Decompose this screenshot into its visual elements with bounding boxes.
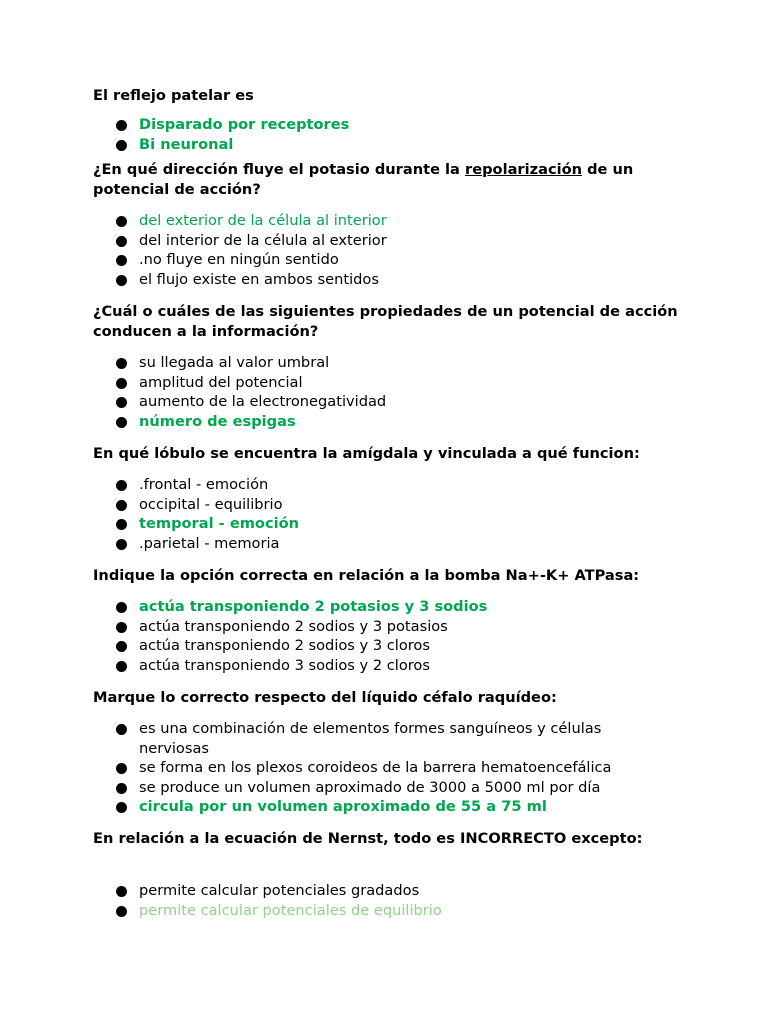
bullet-icon bbox=[116, 661, 127, 672]
question-7-title: En relación a la ecuación de Nernst, todo es INCORRECTO excepto: bbox=[93, 830, 643, 847]
option-text: permite calcular potenciales de equilibrio bbox=[139, 901, 442, 919]
option-text: número de espigas bbox=[139, 412, 296, 430]
bullet-icon bbox=[116, 236, 127, 247]
question-3-title: ¿Cuál o cuáles de las siguientes propiedades de un potencial de acción conducen a la información? bbox=[93, 303, 678, 340]
list-item bbox=[0, 901, 659, 921]
option-text: actúa transponiendo 2 sodios y 3 potasios bbox=[139, 617, 448, 635]
bullet-icon bbox=[116, 216, 127, 227]
question-4-options bbox=[0, 475, 768, 553]
bullet-icon bbox=[116, 500, 127, 511]
question-3-options bbox=[0, 353, 768, 431]
list-item bbox=[0, 270, 659, 290]
bullet-icon bbox=[116, 378, 127, 389]
question-2-title-underlined: repolarización bbox=[465, 161, 583, 178]
bullet-icon bbox=[116, 539, 127, 550]
question-5-title: Indique la opción correcta en relación a la bomba Na+-K+ ATPasa: bbox=[93, 567, 640, 584]
bullet-icon bbox=[116, 480, 127, 491]
bullet-icon bbox=[116, 358, 127, 369]
list-item bbox=[0, 495, 659, 515]
bullet-icon bbox=[116, 602, 127, 613]
option-text: se produce un volumen aproximado de 3000 a 5000 ml por día bbox=[139, 778, 601, 796]
list-item bbox=[0, 597, 659, 617]
option-text: circula por un volumen aproximado de 55 a 75 ml bbox=[139, 798, 547, 815]
list-item bbox=[0, 211, 659, 231]
option-text: permite calcular potenciales gradados bbox=[139, 882, 420, 899]
list-item bbox=[0, 115, 659, 135]
option-text: Disparado por receptores bbox=[139, 116, 350, 133]
question-1-options bbox=[0, 115, 768, 154]
option-text: su llegada al valor umbral bbox=[139, 354, 330, 371]
option-text: Bi neuronal bbox=[139, 135, 234, 153]
option-text: temporal - emoción bbox=[139, 515, 300, 532]
option-text: aumento de la electronegatividad bbox=[139, 393, 387, 410]
list-item bbox=[0, 719, 659, 758]
bullet-icon bbox=[116, 397, 127, 408]
bullet-icon bbox=[116, 763, 127, 774]
bullet-icon bbox=[116, 802, 127, 813]
list-item bbox=[0, 797, 659, 817]
question-7-options bbox=[0, 881, 768, 920]
bullet-icon bbox=[116, 641, 127, 652]
list-item bbox=[0, 412, 659, 432]
list-item bbox=[0, 231, 659, 251]
bullet-icon bbox=[116, 886, 127, 897]
list-item bbox=[0, 135, 659, 155]
option-text: es una combinación de elementos formes sanguíneos y células nerviosas bbox=[139, 720, 602, 757]
bullet-icon bbox=[116, 622, 127, 633]
list-item bbox=[0, 373, 659, 393]
option-text: .no fluye en ningún sentido bbox=[139, 251, 339, 268]
option-text: occipital - equilibrio bbox=[139, 495, 283, 513]
option-text: .frontal - emoción bbox=[139, 476, 269, 493]
bullet-icon bbox=[116, 724, 127, 735]
question-4-title: En qué lóbulo se encuentra la amígdala y vinculada a qué funcion: bbox=[93, 445, 640, 462]
bullet-icon bbox=[116, 275, 127, 286]
list-item bbox=[0, 392, 659, 412]
list-item bbox=[0, 636, 659, 656]
list-item bbox=[0, 353, 659, 373]
list-item bbox=[0, 656, 659, 676]
option-text: .parietal - memoria bbox=[139, 534, 280, 552]
question-2-options bbox=[0, 211, 768, 289]
bullet-icon bbox=[116, 140, 127, 151]
list-item bbox=[0, 617, 659, 637]
question-2-title-start: ¿En qué dirección fluye el potasio durante la bbox=[93, 161, 465, 178]
question-5-options bbox=[0, 597, 768, 675]
list-item bbox=[0, 534, 659, 554]
option-text: se forma en los plexos coroideos de la barrera hematoencefálica bbox=[139, 759, 612, 776]
bullet-icon bbox=[116, 255, 127, 266]
option-text: del interior de la célula al exterior bbox=[139, 231, 387, 249]
question-2-title bbox=[93, 160, 693, 199]
list-item bbox=[0, 881, 659, 901]
question-2-title-end: de un potencial de acción? bbox=[93, 161, 634, 198]
list-item bbox=[0, 250, 659, 270]
list-item bbox=[0, 514, 659, 534]
bullet-icon bbox=[116, 417, 127, 428]
bullet-icon bbox=[116, 906, 127, 917]
option-text: el flujo existe en ambos sentidos bbox=[139, 270, 379, 288]
question-6-options bbox=[0, 719, 768, 817]
bullet-icon bbox=[116, 519, 127, 530]
bullet-icon bbox=[116, 120, 127, 131]
option-text: del exterior de la célula al interior bbox=[139, 212, 387, 229]
question-1-title: El reflejo patelar es bbox=[93, 87, 254, 104]
list-item bbox=[0, 778, 659, 798]
option-text: actúa transponiendo 3 sodios y 2 cloros bbox=[139, 656, 430, 674]
bullet-icon bbox=[116, 783, 127, 794]
option-text: amplitud del potencial bbox=[139, 373, 303, 391]
question-6-title: Marque lo correcto respecto del líquido céfalo raquídeo: bbox=[93, 689, 557, 706]
list-item bbox=[0, 758, 659, 778]
option-text: actúa transponiendo 2 potasios y 3 sodios bbox=[139, 598, 488, 615]
list-item bbox=[0, 475, 659, 495]
option-text: actúa transponiendo 2 sodios y 3 cloros bbox=[139, 637, 430, 654]
